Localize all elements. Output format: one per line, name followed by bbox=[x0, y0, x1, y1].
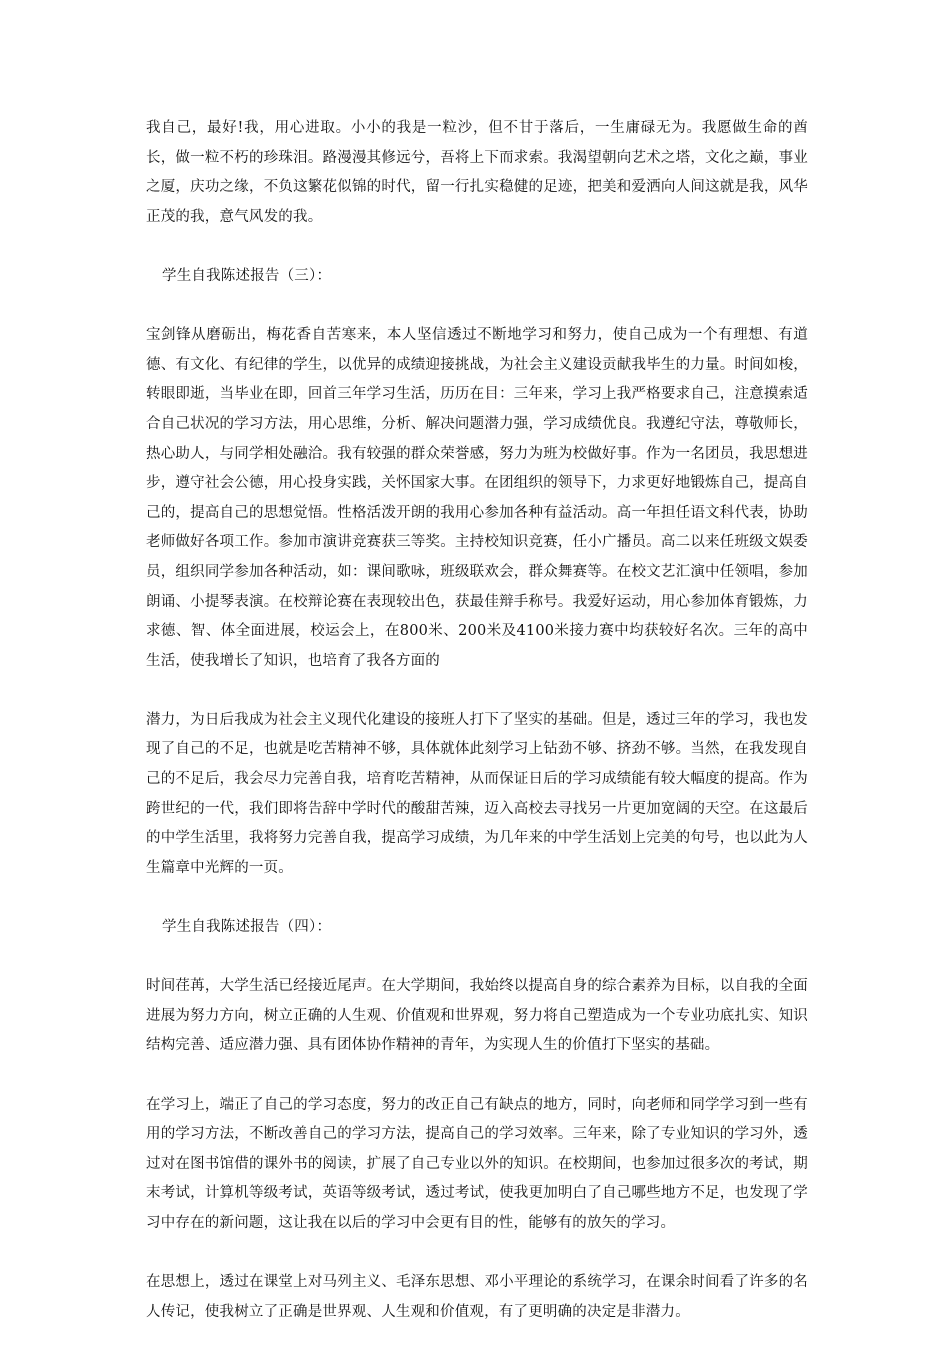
document-body bbox=[146, 114, 808, 1357]
paragraph-report-3-continued: 潜力，为日后我成为社会主义现代化建设的接班人打下了坚实的基础。但是，透过三年的学习，我也发现了自己的不足，也就是吃苦精神不够，具体就体此刻学习上钻劲不够、挤劲不够。当然，在我发现自己的不足后，我会尽力完善自我，培育吃苦精神，从而保证日后的学习成绩能有较大幅度的提高。作为跨世纪的一代，我们即将告辞中学时代的酸甜苦辣，迈入高校去寻找另一片更加宽阔的天空。在这最后的中学生活里，我将努力完善自我，提高学习成绩，为几年来的中学生活划上完美的句号，也以此为人生篇章中光辉的一页。 bbox=[146, 711, 808, 876]
section-heading-4: 学生自我陈述报告（四）： bbox=[162, 919, 332, 936]
paragraph-report-4-thought: 在思想上，透过在课堂上对马列主义、毛泽东思想、邓小平理论的系统学习，在课余时间看了许多的名人传记，使我树立了正确是世界观、人生观和价值观，有了更明确的决定是非潜力。 bbox=[146, 1274, 808, 1320]
paragraph-report-3-body: 宝剑锋从磨砺出，梅花香自苦寒来，本人坚信透过不断地学习和努力，使自己成为一个有理想、有道德、有文化、有纪律的学生，以优异的成绩迎接挑战，为社会主义建设贡献我毕生的力量。时间如梭，转眼即逝，当毕业在即，回首三年学习生活，历历在目：三年来，学习上我严格要求自己，注意摸索适合自己状况的学习方法，用心思维，分析、解决问题潜力强，学习成绩优良。我遵纪守法，尊敬师长，热心助人，与同学相处融洽。我有较强的群众荣誉感，努力为班为校做好事。作为一名团员，我思想进步，遵守社会公德，用心投身实践，关怀国家大事。在团组织的领导下，力求更好地锻炼自己，提高自己的，提高自己的思想觉悟。性格活泼开朗的我用心参加各种有益活动。高一年担任语文科代表，协助老师做好各项工作。参加市演讲竞赛获三等奖。主持校知识竞赛，任小广播员。高二以来任班级文娱委员，组织同学参加各种活动，如：课间歌咏，班级联欢会，群众舞赛等。在校文艺汇演中任领唱，参加朗诵、小提琴表演。在校辩论赛在表现较出色，获最佳辩手称号。我爱好运动，用心参加体育锻炼，力求德、智、体全面进展，校运会上，在800米、200米及4100米接力赛中均获较好名次。三年的高中生活，使我增长了知识，也培育了我各方面的 bbox=[146, 327, 808, 669]
paragraph-report-4-study: 在学习上，端正了自己的学习态度，努力的改正自己有缺点的地方，同时，向老师和同学学习到一些有用的学习方法，不断改善自己的学习方法，提高自己的学习效率。三年来，除了专业知识的学习外，透过对在图书馆借的课外书的阅读，扩展了自己专业以外的知识。在校期间，也参加过很多次的考试，期末考试，计算机等级考试，英语等级考试，透过考试，使我更加明白了自己哪些地方不足，也发现了学习中存在的新问题，这让我在以后的学习中会更有目的性，能够有的放矢的学习。 bbox=[146, 1096, 808, 1231]
paragraph-self-intro-ending: 我自己，最好!我，用心进取。小小的我是一粒沙，但不甘于落后，一生庸碌无为。我愿做生命的酋长，做一粒不朽的珍珠泪。路漫漫其修远兮，吾将上下而求索。我渴望朝向艺术之塔，文化之巅，事业之厦，庆功之缘，不负这繁花似锦的时代，留一行扎实稳健的足迹，把美和爱洒向人间这就是我，风华正茂的我，意气风发的我。 bbox=[146, 120, 808, 225]
paragraph-report-4-intro: 时间荏苒，大学生活已经接近尾声。在大学期间，我始终以提高自身的综合素养为目标，以自我的全面进展为努力方向，树立正确的人生观、价值观和世界观，努力将自己塑造成为一个专业功底扎实、知识结构完善、适应潜力强、具有团体协作精神的青年，为实现人生的价值打下坚实的基础。 bbox=[146, 978, 808, 1054]
section-heading-3: 学生自我陈述报告（三）： bbox=[162, 267, 332, 284]
